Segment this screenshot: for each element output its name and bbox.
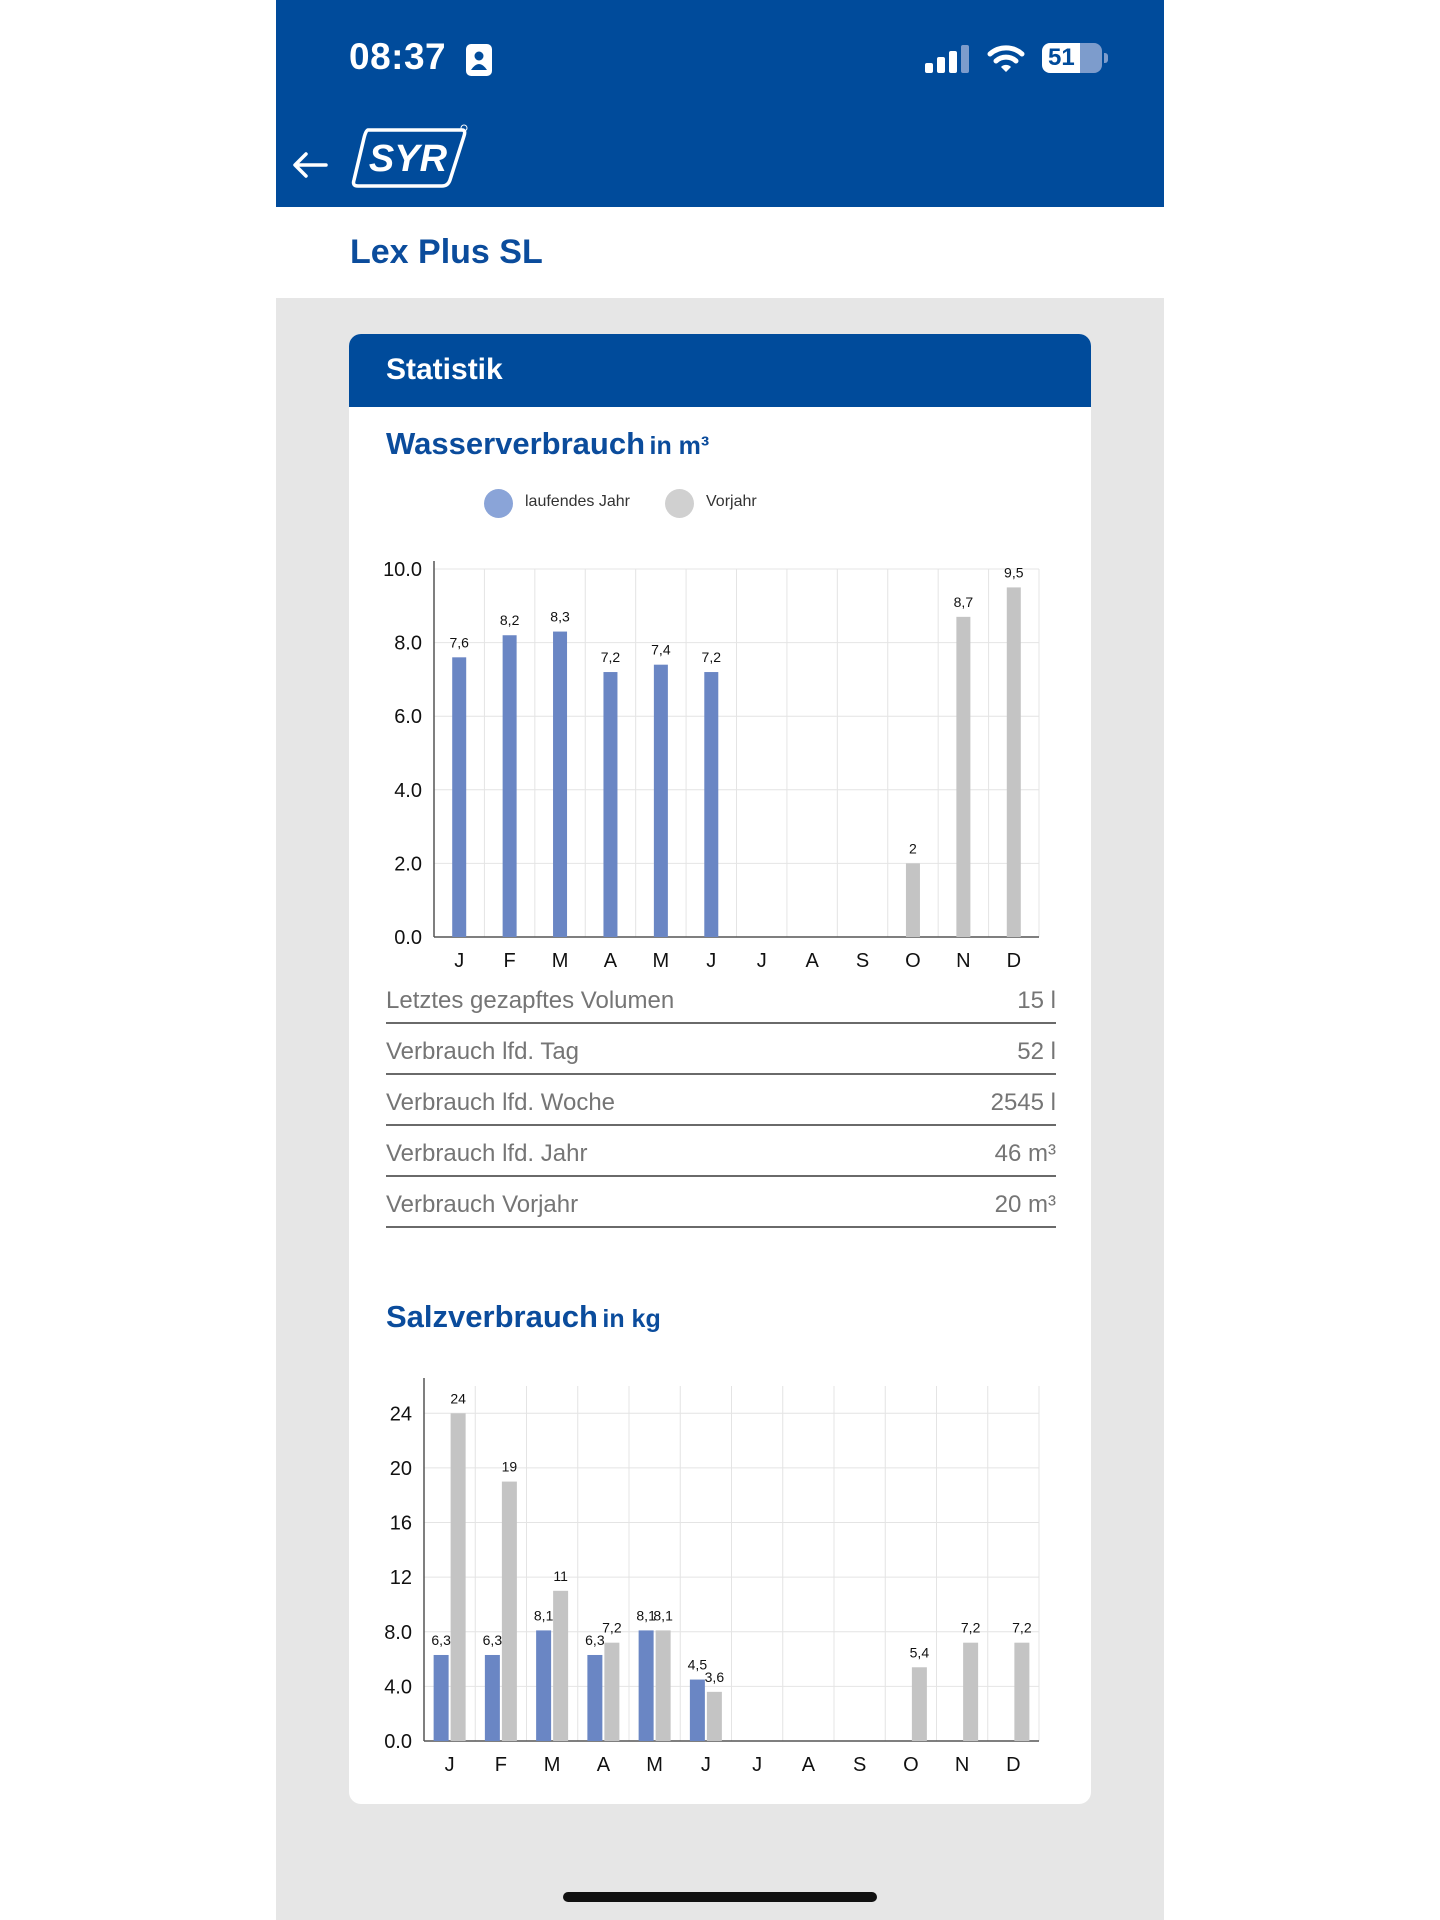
water-bar-label: 8,2	[499, 612, 520, 629]
wifi-icon	[988, 42, 1024, 74]
water-section-title	[386, 426, 709, 462]
device-title-bar	[276, 207, 1164, 298]
water-x-tick-label: A	[603, 950, 618, 972]
status-time: 08:37	[349, 36, 447, 77]
water-bar	[956, 617, 970, 937]
person-badge-icon	[466, 44, 492, 76]
salt-bar	[912, 1667, 927, 1741]
salt-bar	[690, 1680, 705, 1741]
legend-dot-current-year	[484, 489, 513, 518]
water-x-tick-label: N	[956, 950, 971, 972]
salt-bar-label: 6,3	[431, 1631, 451, 1648]
salt-consumption-chart	[349, 1364, 1091, 1784]
salt-x-tick-label: J	[700, 1754, 711, 1776]
salt-bar-label: 3,6	[704, 1668, 725, 1685]
salt-bar-label: 7,2	[602, 1619, 622, 1636]
salt-title: Salzverbrauch	[386, 1299, 598, 1334]
water-y-tick-label: 2.0	[394, 853, 422, 876]
salt-bar	[639, 1630, 654, 1741]
salt-bar-label: 8,1	[533, 1607, 554, 1624]
water-x-tick-label: J	[454, 950, 465, 972]
salt-bar	[536, 1630, 551, 1741]
home-indicator[interactable]	[563, 1892, 877, 1902]
water-bar	[603, 672, 617, 937]
salt-bar	[434, 1655, 449, 1741]
battery-level: 51	[1042, 43, 1080, 73]
salt-x-tick-label: O	[903, 1754, 919, 1776]
salt-bar-label: 6,3	[585, 1631, 605, 1648]
salt-section-title	[386, 1299, 661, 1335]
salt-y-tick-label: 20	[389, 1457, 412, 1480]
water-bar	[704, 672, 718, 937]
salt-bar-label: 11	[553, 1567, 568, 1584]
water-x-tick-label: D	[1006, 950, 1022, 972]
water-y-tick-label: 4.0	[394, 779, 422, 802]
salt-x-tick-label: F	[494, 1754, 507, 1776]
water-x-tick-label: J	[706, 950, 717, 972]
water-x-tick-label: M	[652, 950, 670, 972]
water-x-tick-label: F	[503, 950, 516, 972]
app-screen	[276, 0, 1164, 1920]
salt-x-tick-label: A	[596, 1754, 611, 1776]
battery-empty-portion	[1080, 43, 1102, 73]
legend-label-previous-year: Vorjahr	[706, 493, 757, 510]
salt-x-tick-label: J	[444, 1754, 455, 1776]
salt-bar-label: 24	[450, 1390, 466, 1407]
stat-value: 20 m³	[994, 1191, 1056, 1218]
salt-bar	[1014, 1643, 1029, 1741]
cellular-signal-icon	[925, 45, 971, 73]
back-arrow-icon[interactable]	[290, 145, 330, 185]
water-bar-label: 2	[909, 840, 917, 857]
stat-value: 46 m³	[994, 1140, 1056, 1167]
salt-y-tick-label: 24	[389, 1403, 412, 1426]
salt-bar-label: 8,1	[636, 1607, 656, 1624]
salt-x-tick-label: J	[752, 1754, 763, 1776]
water-consumption-chart	[349, 539, 1091, 972]
card-header	[349, 334, 1091, 407]
water-bar-label: 9,5	[1004, 564, 1024, 581]
water-unit: in m³	[649, 432, 710, 460]
salt-bar	[451, 1413, 466, 1741]
stat-label: Verbrauch lfd. Woche	[386, 1089, 616, 1116]
stat-label: Letztes gezapftes Volumen	[386, 987, 675, 1014]
salt-bar	[604, 1643, 619, 1741]
water-bar-label: 8,3	[550, 608, 570, 625]
water-bar	[452, 657, 466, 937]
salt-bar-label: 7,2	[960, 1619, 981, 1636]
stat-label: Verbrauch lfd. Tag	[386, 1038, 580, 1065]
device-title: Lex Plus SL	[350, 233, 543, 271]
water-bar-label: 7,2	[701, 649, 722, 666]
water-y-tick-label: 6.0	[394, 706, 422, 729]
water-stats-list	[386, 973, 1056, 1228]
stat-value: 15 l	[1017, 987, 1056, 1014]
water-bar	[1007, 587, 1021, 937]
water-x-tick-label: J	[756, 950, 767, 972]
salt-bar-label: 5,4	[909, 1644, 930, 1661]
stat-row-day	[386, 1024, 1056, 1075]
legend-dot-previous-year	[665, 489, 694, 518]
water-bar-label: 7,4	[651, 641, 671, 658]
salt-y-tick-label: 12	[389, 1567, 412, 1590]
water-bar	[654, 665, 668, 937]
water-y-tick-label: 10.0	[383, 559, 422, 581]
salt-y-tick-label: 16	[389, 1512, 412, 1535]
card-title: Statistik	[386, 353, 503, 386]
salt-x-tick-label: A	[801, 1754, 816, 1776]
salt-bar-label: 7,2	[1012, 1619, 1032, 1636]
salt-bar	[963, 1643, 978, 1741]
salt-bar-label: 4,5	[687, 1656, 708, 1673]
salt-x-tick-label: S	[852, 1754, 867, 1776]
stat-value: 52 l	[1017, 1038, 1056, 1065]
battery-icon	[1042, 43, 1106, 75]
stat-label: Verbrauch lfd. Jahr	[386, 1140, 588, 1167]
water-bar	[906, 863, 920, 937]
salt-bar	[707, 1692, 722, 1741]
legend-label-current-year: laufendes Jahr	[525, 493, 630, 510]
salt-bar	[502, 1482, 517, 1741]
water-y-tick-label: 0.0	[394, 927, 422, 949]
salt-unit: in kg	[602, 1305, 661, 1333]
stat-row-previous-year	[386, 1177, 1056, 1228]
salt-y-tick-label: 0.0	[384, 1731, 412, 1753]
salt-bar	[587, 1655, 602, 1741]
salt-bar	[553, 1591, 568, 1741]
water-x-tick-label: O	[905, 950, 921, 972]
water-x-tick-label: A	[805, 950, 819, 972]
water-bar-label: 7,2	[600, 649, 621, 666]
water-x-tick-label: M	[551, 950, 569, 972]
top-bar	[276, 0, 1164, 207]
stat-row-year	[386, 1126, 1056, 1177]
salt-y-tick-label: 4.0	[384, 1676, 412, 1699]
salt-bar	[485, 1655, 500, 1741]
salt-bar-label: 19	[501, 1458, 518, 1475]
water-bar-label: 8,7	[953, 593, 974, 610]
battery-tip	[1104, 53, 1108, 63]
water-title: Wasserverbrauch	[386, 426, 646, 461]
salt-x-tick-label: M	[646, 1754, 663, 1776]
salt-x-tick-label: N	[954, 1754, 970, 1776]
water-bar-label: 7,6	[449, 634, 469, 651]
water-y-tick-label: 8.0	[394, 632, 422, 655]
logo-text: SYR	[368, 138, 448, 180]
salt-y-tick-label: 8.0	[384, 1621, 412, 1644]
stat-row-week	[386, 1075, 1056, 1126]
salt-bar-label: 8,1	[653, 1607, 673, 1624]
salt-x-tick-label: M	[543, 1754, 561, 1776]
stat-label: Verbrauch Vorjahr	[386, 1191, 579, 1218]
stat-value: 2545 l	[990, 1089, 1056, 1116]
water-bar	[503, 635, 517, 937]
water-x-tick-label: S	[855, 950, 870, 972]
water-bar	[553, 632, 567, 937]
syr-logo	[350, 124, 470, 190]
statistics-card	[349, 334, 1091, 1804]
salt-bar	[656, 1630, 671, 1741]
stat-row-last-volume	[386, 973, 1056, 1024]
salt-x-tick-label: D	[1006, 1754, 1021, 1776]
salt-bar-label: 6,3	[482, 1631, 503, 1648]
